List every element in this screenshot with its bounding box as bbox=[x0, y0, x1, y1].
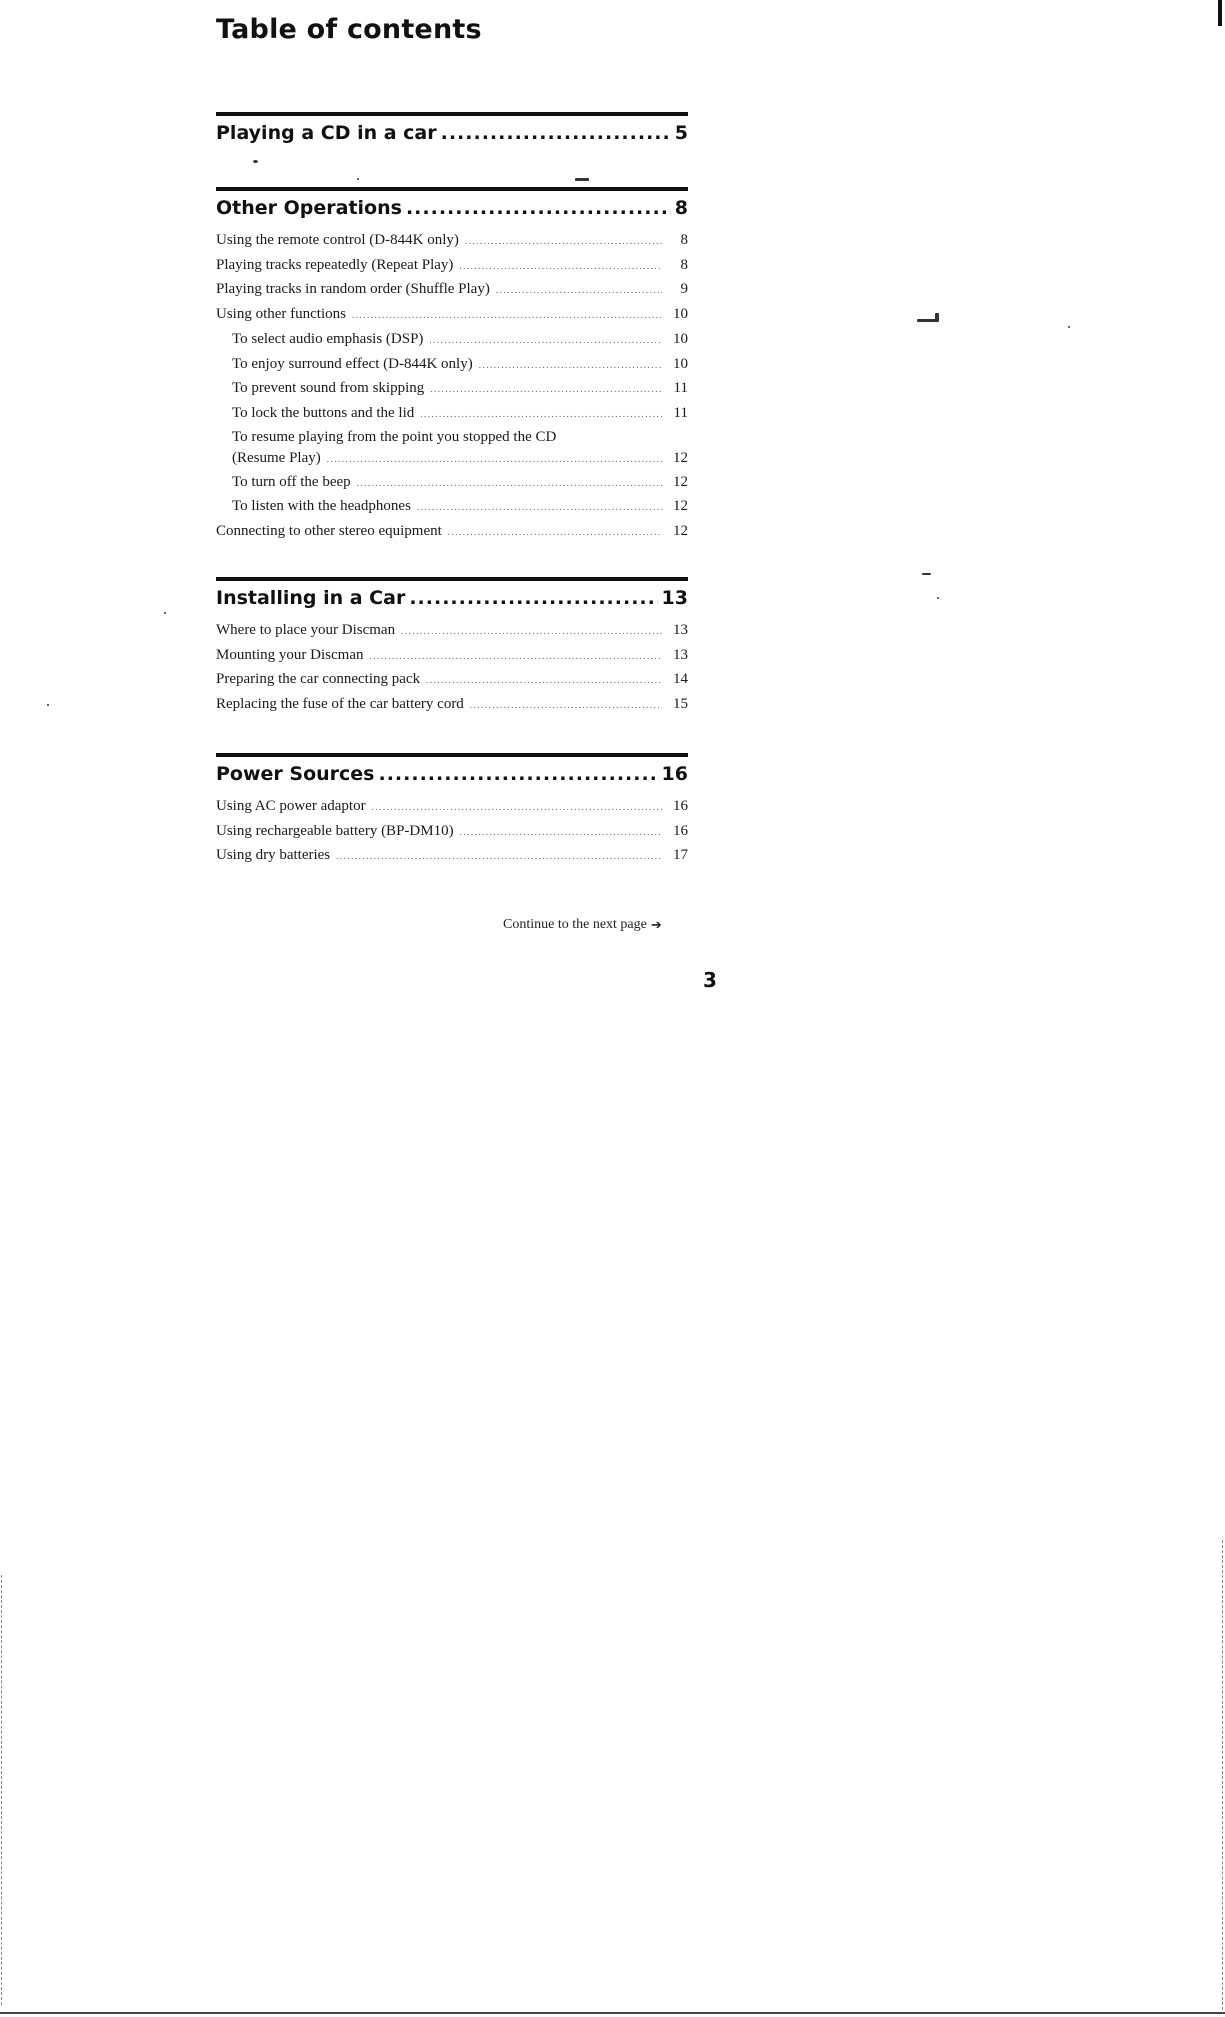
toc-entry[interactable] bbox=[216, 795, 688, 820]
entry-page: 10 bbox=[673, 330, 688, 347]
dot-leader bbox=[406, 195, 671, 221]
scan-speck bbox=[935, 313, 939, 321]
dot-leader bbox=[460, 821, 662, 845]
entry-text: To turn off the beep bbox=[232, 473, 351, 490]
entry-text: Using rechargeable battery (BP-DM10) bbox=[216, 822, 454, 839]
entry-text-continued: (Resume Play) bbox=[232, 449, 321, 466]
page-number: 3 bbox=[703, 968, 717, 992]
entry-page: 12 bbox=[673, 473, 688, 490]
scan-speck bbox=[253, 160, 258, 163]
entry-page: 16 bbox=[673, 798, 688, 814]
toc-subentry[interactable] bbox=[216, 402, 688, 427]
entry-text: To prevent sound from skipping bbox=[232, 380, 425, 397]
toc-entry[interactable] bbox=[216, 668, 688, 693]
entry-page: 10 bbox=[673, 306, 688, 323]
section-heading[interactable] bbox=[216, 112, 688, 146]
scan-speck bbox=[357, 178, 359, 180]
scan-speck bbox=[922, 573, 931, 575]
page-title: Table of contents bbox=[216, 14, 482, 45]
entry-page: 14 bbox=[673, 671, 688, 688]
scan-speck bbox=[1068, 326, 1070, 328]
entry-page: 13 bbox=[673, 646, 688, 663]
section-heading[interactable] bbox=[216, 753, 688, 787]
toc-entry[interactable] bbox=[216, 693, 688, 718]
dot-leader bbox=[448, 521, 662, 545]
entry-text: Where to place your Discman bbox=[216, 622, 396, 638]
toc-entry[interactable] bbox=[216, 820, 688, 845]
toc-section-other-operations bbox=[216, 187, 688, 545]
toc-subentry[interactable] bbox=[216, 353, 688, 378]
section-title: Other Operations bbox=[216, 197, 402, 219]
dot-leader bbox=[429, 329, 662, 353]
entry-page: 12 bbox=[673, 449, 688, 466]
toc-subentry[interactable] bbox=[216, 377, 688, 402]
entry-text: Connecting to other stereo equipment bbox=[216, 523, 442, 540]
entry-text: To lock the buttons and the lid bbox=[232, 404, 415, 421]
dot-leader bbox=[430, 378, 662, 402]
entry-text: Playing tracks repeatedly (Repeat Play) bbox=[216, 256, 454, 273]
entry-page: 8 bbox=[680, 232, 688, 248]
arrow-right-icon: ➔ bbox=[650, 917, 662, 932]
dot-leader bbox=[417, 496, 662, 520]
entry-page: 12 bbox=[673, 523, 688, 540]
entry-page: 8 bbox=[680, 256, 688, 273]
entry-page: 13 bbox=[673, 622, 688, 638]
toc-section-power-sources bbox=[216, 753, 688, 869]
toc-subentry[interactable] bbox=[216, 328, 688, 353]
scan-speck bbox=[575, 178, 589, 181]
entry-page: 9 bbox=[680, 281, 688, 298]
section-title: Playing a CD in a car bbox=[216, 122, 437, 144]
entry-text: Using other functions bbox=[216, 306, 346, 323]
toc-entry[interactable] bbox=[216, 303, 688, 328]
entry-text: Using AC power adaptor bbox=[216, 798, 366, 814]
entry-text: Mounting your Discman bbox=[216, 646, 364, 663]
dot-leader bbox=[352, 304, 662, 328]
toc-entry[interactable] bbox=[216, 619, 688, 644]
scan-speck bbox=[937, 597, 939, 599]
dot-leader bbox=[370, 645, 663, 669]
entry-text: To listen with the headphones bbox=[232, 498, 411, 515]
scan-edge-bottom bbox=[0, 2012, 1225, 2014]
dot-leader bbox=[426, 669, 662, 693]
toc-section-installing bbox=[216, 577, 688, 718]
dot-leader bbox=[401, 620, 662, 644]
entry-page: 11 bbox=[673, 380, 688, 397]
dot-leader bbox=[496, 279, 662, 303]
toc-entry[interactable] bbox=[216, 229, 688, 254]
entry-page: 12 bbox=[673, 498, 688, 515]
entry-text: To select audio emphasis (DSP) bbox=[232, 330, 424, 347]
section-title: Power Sources bbox=[216, 763, 375, 785]
section-page: 5 bbox=[674, 122, 688, 144]
entry-page: 17 bbox=[673, 847, 688, 864]
continue-text: Continue to the next page bbox=[503, 917, 647, 932]
section-title: Installing in a Car bbox=[216, 587, 406, 609]
edge-mark bbox=[1218, 0, 1222, 26]
dot-leader bbox=[465, 230, 662, 254]
section-page: 16 bbox=[661, 763, 688, 785]
dot-leader bbox=[459, 255, 662, 279]
toc-subentry[interactable] bbox=[216, 427, 688, 471]
toc-entry[interactable] bbox=[216, 278, 688, 303]
section-heading[interactable] bbox=[216, 577, 688, 611]
entry-list bbox=[216, 619, 688, 718]
entry-text: To resume playing from the point you stopped the CD bbox=[232, 428, 557, 445]
scan-speck bbox=[47, 704, 49, 706]
entry-list bbox=[216, 795, 688, 869]
entry-text: To enjoy surround effect (D-844K only) bbox=[232, 355, 473, 372]
dot-leader bbox=[327, 448, 662, 471]
dot-leader bbox=[479, 354, 662, 378]
entry-list bbox=[216, 229, 688, 545]
section-page: 13 bbox=[661, 587, 688, 609]
dot-leader bbox=[357, 472, 662, 496]
dot-leader bbox=[470, 694, 662, 718]
section-heading[interactable] bbox=[216, 187, 688, 221]
toc-entry[interactable] bbox=[216, 844, 688, 869]
continue-note[interactable] bbox=[503, 917, 662, 933]
scan-edge-left bbox=[1, 1575, 3, 2005]
dot-leader bbox=[420, 403, 662, 427]
scan-speck bbox=[164, 612, 166, 614]
entry-text: Using the remote control (D-844K only) bbox=[216, 232, 459, 248]
entry-text: Using dry batteries bbox=[216, 847, 331, 864]
section-page: 8 bbox=[674, 197, 688, 219]
toc-subentry[interactable] bbox=[216, 471, 688, 496]
toc-subentry[interactable] bbox=[216, 495, 688, 520]
dot-leader bbox=[441, 120, 671, 146]
toc-entry[interactable] bbox=[216, 644, 688, 669]
entry-page: 10 bbox=[673, 355, 688, 372]
toc-section-playing bbox=[216, 112, 688, 146]
dot-leader bbox=[409, 585, 657, 611]
toc-entry[interactable] bbox=[216, 254, 688, 279]
scan-edge-right bbox=[1222, 1540, 1224, 2010]
entry-page: 11 bbox=[673, 404, 688, 421]
dot-leader bbox=[336, 845, 662, 869]
dot-leader bbox=[379, 761, 658, 787]
dot-leader bbox=[372, 796, 662, 820]
entry-text: Preparing the car connecting pack bbox=[216, 671, 421, 688]
entry-text: Playing tracks in random order (Shuffle Play) bbox=[216, 281, 490, 298]
toc-entry[interactable] bbox=[216, 520, 688, 545]
entry-text: Replacing the fuse of the car battery cord bbox=[216, 696, 464, 713]
entry-page: 15 bbox=[673, 696, 688, 713]
entry-page: 16 bbox=[673, 822, 688, 839]
